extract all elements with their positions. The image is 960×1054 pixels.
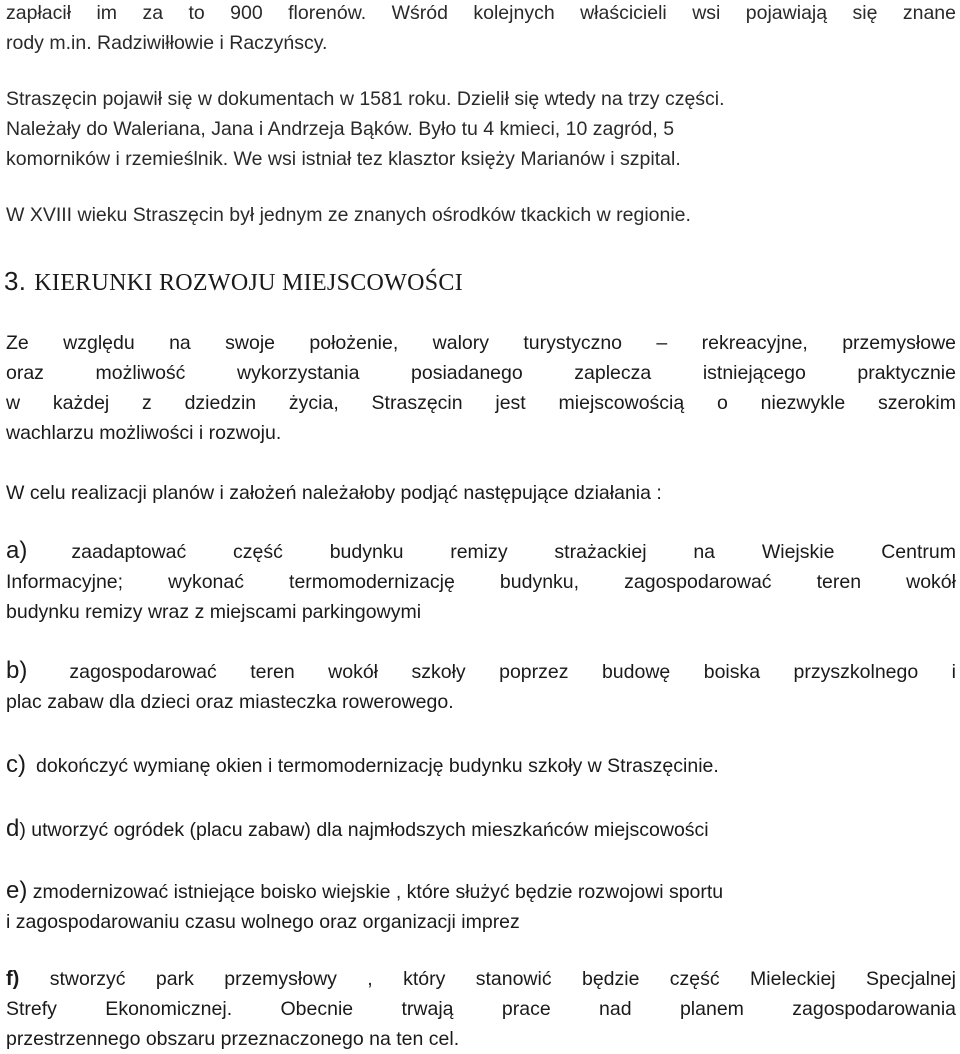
list-marker: d <box>6 815 20 842</box>
text-line: rody m.in. Radziwiłłowie i Raczyńscy. <box>6 32 328 54</box>
list-marker: a) <box>6 537 28 564</box>
list-item-e <box>6 876 956 937</box>
text-line: d) utworzyć ogródek (placu zabaw) dla najmłodszych mieszkańców miejscowości <box>6 815 709 842</box>
text-line: Straszęcin pojawił się w dokumentach w 1581 roku. Dzielił się wtedy na trzy części. <box>6 88 725 110</box>
text-line: a) zaadaptować część budynku remizy strażackiej na Wiejskie Centrum <box>6 537 956 564</box>
section-heading <box>4 266 463 298</box>
text-line: w każdej z dziedzin życia, Straszęcin jest miejscowością o niezwykle szerokim <box>6 392 956 414</box>
text-line: Ze względu na swoje położenie, walory turystyczno – rekreacyjne, przemysłowe <box>6 332 956 354</box>
text-line: c) dokończyć wymianę okien i termomodernizację budynku szkoły w Straszęcinie. <box>6 751 719 778</box>
development-paragraph <box>6 328 956 448</box>
list-item-d <box>6 814 956 845</box>
text-line: Informacyjne; wykonać termomodernizację budynku, zagospodarować teren wokół <box>6 571 956 593</box>
text-line: f) stworzyć park przemysłowy , który stanowić będzie część Mieleckiej Specjalnej <box>6 968 956 990</box>
text-line: Należały do Waleriana, Jana i Andrzeja Bąków. Było tu 4 kmieci, 10 zagród, 5 <box>6 118 675 140</box>
text-line: Strefy Ekonomicznej. Obecnie trwają prace nad planem zagospodarowania <box>6 998 956 1020</box>
list-marker: c) <box>6 751 26 778</box>
list-marker: f) <box>6 968 20 990</box>
list-item-f <box>6 964 956 1054</box>
text-line: e) zmodernizować istniejące boisko wiejskie , które służyć będzie rozwojowi sportu <box>6 877 724 904</box>
list-item-c <box>6 750 956 781</box>
text-line: W celu realizacji planów i założeń należałoby podjąć następujące działania : <box>6 482 662 504</box>
text-line: budynku remizy wraz z miejscami parkingowymi <box>6 601 422 623</box>
history-paragraph-1 <box>6 0 956 58</box>
list-item-a <box>6 536 956 627</box>
history-paragraph-2 <box>6 84 956 174</box>
text-line: W XVIII wieku Straszęcin był jednym ze znanych ośrodków tkackich w regionie. <box>6 204 691 226</box>
history-paragraph-3 <box>6 200 956 230</box>
text-line: oraz możliwość wykorzystania posiadanego zaplecza istniejącego praktycznie <box>6 362 956 384</box>
list-marker: e) <box>6 877 28 904</box>
section-number: 3. <box>4 266 27 296</box>
list-item-b <box>6 656 956 717</box>
text-line: komorników i rzemieślnik. We wsi istniał tez klasztor księży Marianów i szpital. <box>6 148 681 170</box>
text-line: przestrzennego obszaru przeznaczonego na ten cel. <box>6 1028 460 1050</box>
actions-intro <box>6 478 956 508</box>
text-line: i zagospodarowaniu czasu wolnego oraz organizacji imprez <box>6 911 520 933</box>
text-line: b) zagospodarować teren wokół szkoły poprzez budowę boiska przyszkolnego i <box>6 657 956 684</box>
text-line: plac zabaw dla dzieci oraz miasteczka rowerowego. <box>6 691 454 713</box>
list-marker: b) <box>6 657 28 684</box>
text-line: wachlarzu możliwości i rozwoju. <box>6 422 282 444</box>
section-title: KIERUNKI ROZWOJU MIEJSCOWOŚCI <box>34 270 463 296</box>
text-line: zapłacił im za to 900 florenów. Wśród kolejnych właścicieli wsi pojawiają się znane <box>6 2 956 24</box>
